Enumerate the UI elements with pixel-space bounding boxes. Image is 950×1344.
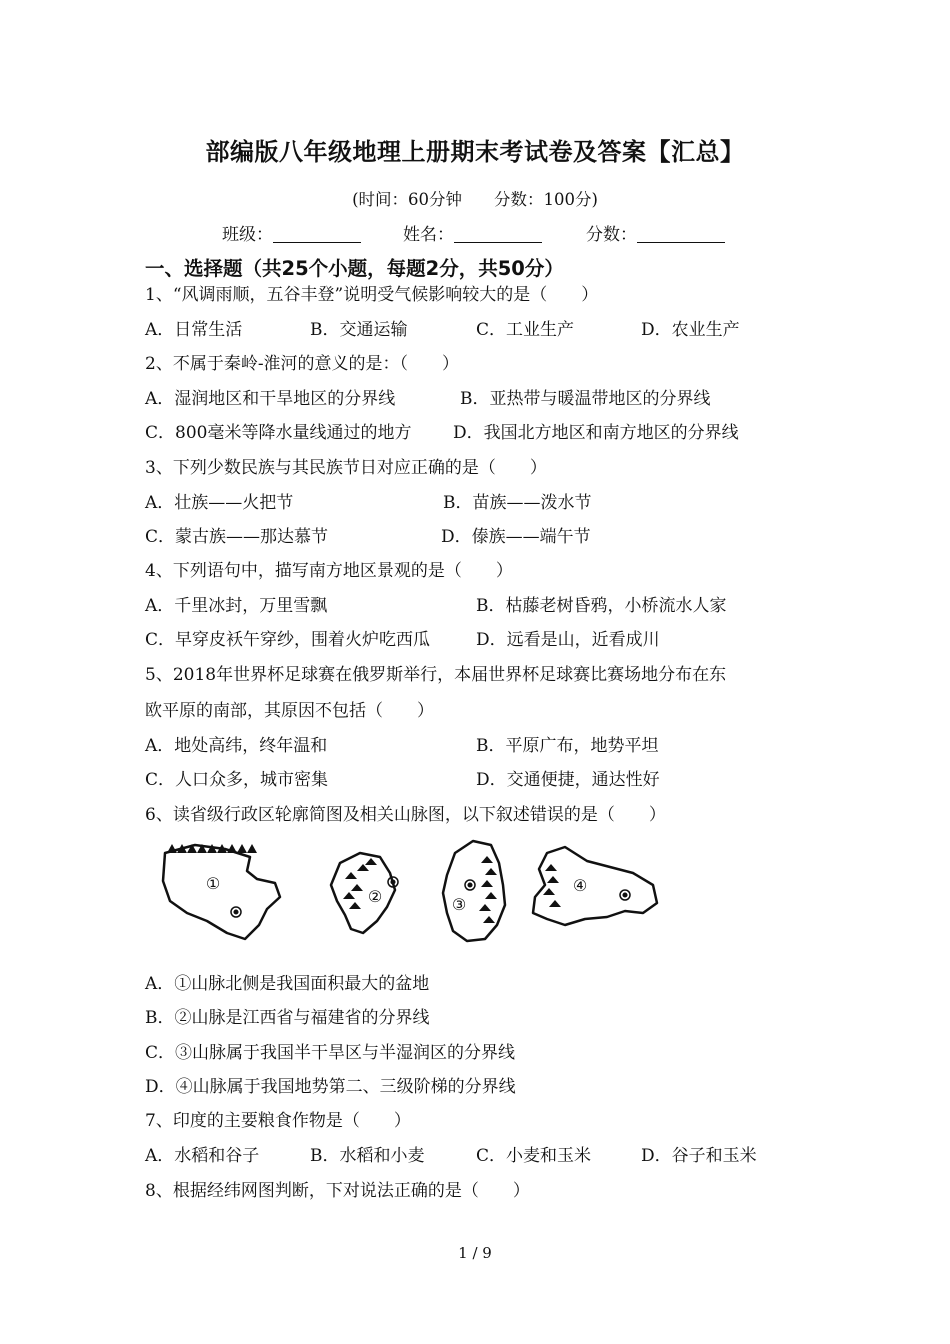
- question-6-option-b: B．②山脉是江西省与福建省的分界线: [145, 1008, 430, 1028]
- question-6-stem: 6、读省级行政区轮廓简图及相关山脉图，以下叙述错误的是（ ）: [145, 805, 666, 825]
- question-6-option-c: C．③山脉属于我国半干旱区与半湿润区的分界线: [145, 1043, 516, 1063]
- question-3-option-c: C．蒙古族——那达慕节: [145, 527, 329, 547]
- question-3-option-b: B．苗族——泼水节: [443, 493, 592, 513]
- question-1-stem: 1、“风调雨顺，五谷丰登”说明受气候影响较大的是（ ）: [145, 285, 599, 305]
- exam-time: (时间：60分钟: [352, 190, 462, 209]
- question-6-option-a: A．①山脉北侧是我国面积最大的盆地: [145, 974, 430, 994]
- question-7-option-c: C．小麦和玉米: [476, 1146, 592, 1166]
- question-1-option-c: C．工业生产: [476, 320, 575, 340]
- class-field: [222, 220, 361, 245]
- question-3-option-d: D．傣族——端午节: [441, 527, 591, 547]
- question-2-option-d: D．我国北方地区和南方地区的分界线: [453, 423, 739, 443]
- question-7-option-b: B．水稻和小麦: [310, 1146, 425, 1166]
- map-label-4: ④: [572, 876, 588, 895]
- class-blank: [273, 225, 361, 243]
- question-7-option-a: A．水稻和谷子: [145, 1146, 260, 1166]
- section-heading: 一、选择题（共25个小题，每题2分，共50分）: [145, 257, 564, 280]
- province-outline-maps: [155, 835, 665, 950]
- question-4-option-c: C．早穿皮袄午穿纱，围着火炉吃西瓜: [145, 630, 431, 650]
- question-1-option-d: D．农业生产: [641, 320, 740, 340]
- question-5-option-d: D．交通便捷，通达性好: [476, 770, 660, 790]
- question-2-option-c: C．800毫米等降水量线通过的地方: [145, 423, 412, 443]
- question-5-option-c: C．人口众多，城市密集: [145, 770, 329, 790]
- score-label: 分数：: [586, 225, 637, 245]
- question-4-stem: 4、下列语句中，描写南方地区景观的是（ ）: [145, 561, 513, 581]
- question-6-option-d: D．④山脉属于我国地势第二、三级阶梯的分界线: [145, 1077, 516, 1097]
- province-map-4-outline: [533, 847, 657, 925]
- question-5-option-b: B．平原广布，地势平坦: [476, 736, 659, 756]
- score-field: [586, 220, 725, 245]
- map-label-2: ②: [367, 887, 383, 906]
- question-4-option-b: B．枯藤老树昏鸦，小桥流水人家: [476, 596, 727, 616]
- question-5-stem-line-2: 欧平原的南部，其原因不包括（ ）: [145, 701, 434, 721]
- exam-total-score: 分数：100分): [494, 190, 598, 209]
- province-map-1-outline: [163, 845, 280, 939]
- name-label: 姓名：: [403, 225, 454, 245]
- question-1-option-b: B．交通运输: [310, 320, 408, 340]
- map-label-3: ③: [451, 895, 467, 914]
- question-3-option-a: A．壮族——火把节: [145, 493, 294, 513]
- question-5-stem-line-1: 5、2018年世界杯足球赛在俄罗斯举行，本届世界杯足球赛比赛场地分布在东: [145, 665, 727, 685]
- exam-subtitle: [0, 186, 950, 210]
- question-8-stem: 8、根据经纬网图判断，下对说法正确的是（ ）: [145, 1181, 530, 1201]
- question-4-option-a: A．千里冰封，万里雪飘: [145, 596, 328, 616]
- question-1-option-a: A．日常生活: [145, 320, 243, 340]
- question-4-option-d: D．远看是山，近看成川: [476, 630, 660, 650]
- map-label-1: ①: [205, 874, 221, 893]
- question-2-option-b: B．亚热带与暖温带地区的分界线: [460, 389, 711, 409]
- question-7-stem: 7、印度的主要粮食作物是（ ）: [145, 1111, 411, 1131]
- question-7-option-d: D．谷子和玉米: [641, 1146, 757, 1166]
- question-2-stem: 2、不属于秦岭-淮河的意义的是：（ ）: [145, 354, 460, 374]
- page-title: 部编版八年级地理上册期末考试卷及答案【汇总】: [205, 138, 745, 166]
- province-map-3-outline: [443, 841, 505, 941]
- page-number: 1 / 9: [458, 1244, 492, 1262]
- class-label: 班级：: [222, 225, 273, 245]
- question-2-option-a: A．湿润地区和干旱地区的分界线: [145, 389, 396, 409]
- score-blank: [637, 225, 725, 243]
- name-field: [403, 220, 542, 245]
- question-3-stem: 3、下列少数民族与其民族节日对应正确的是（ ）: [145, 458, 547, 478]
- name-blank: [454, 225, 542, 243]
- question-5-option-a: A．地处高纬，终年温和: [145, 736, 328, 756]
